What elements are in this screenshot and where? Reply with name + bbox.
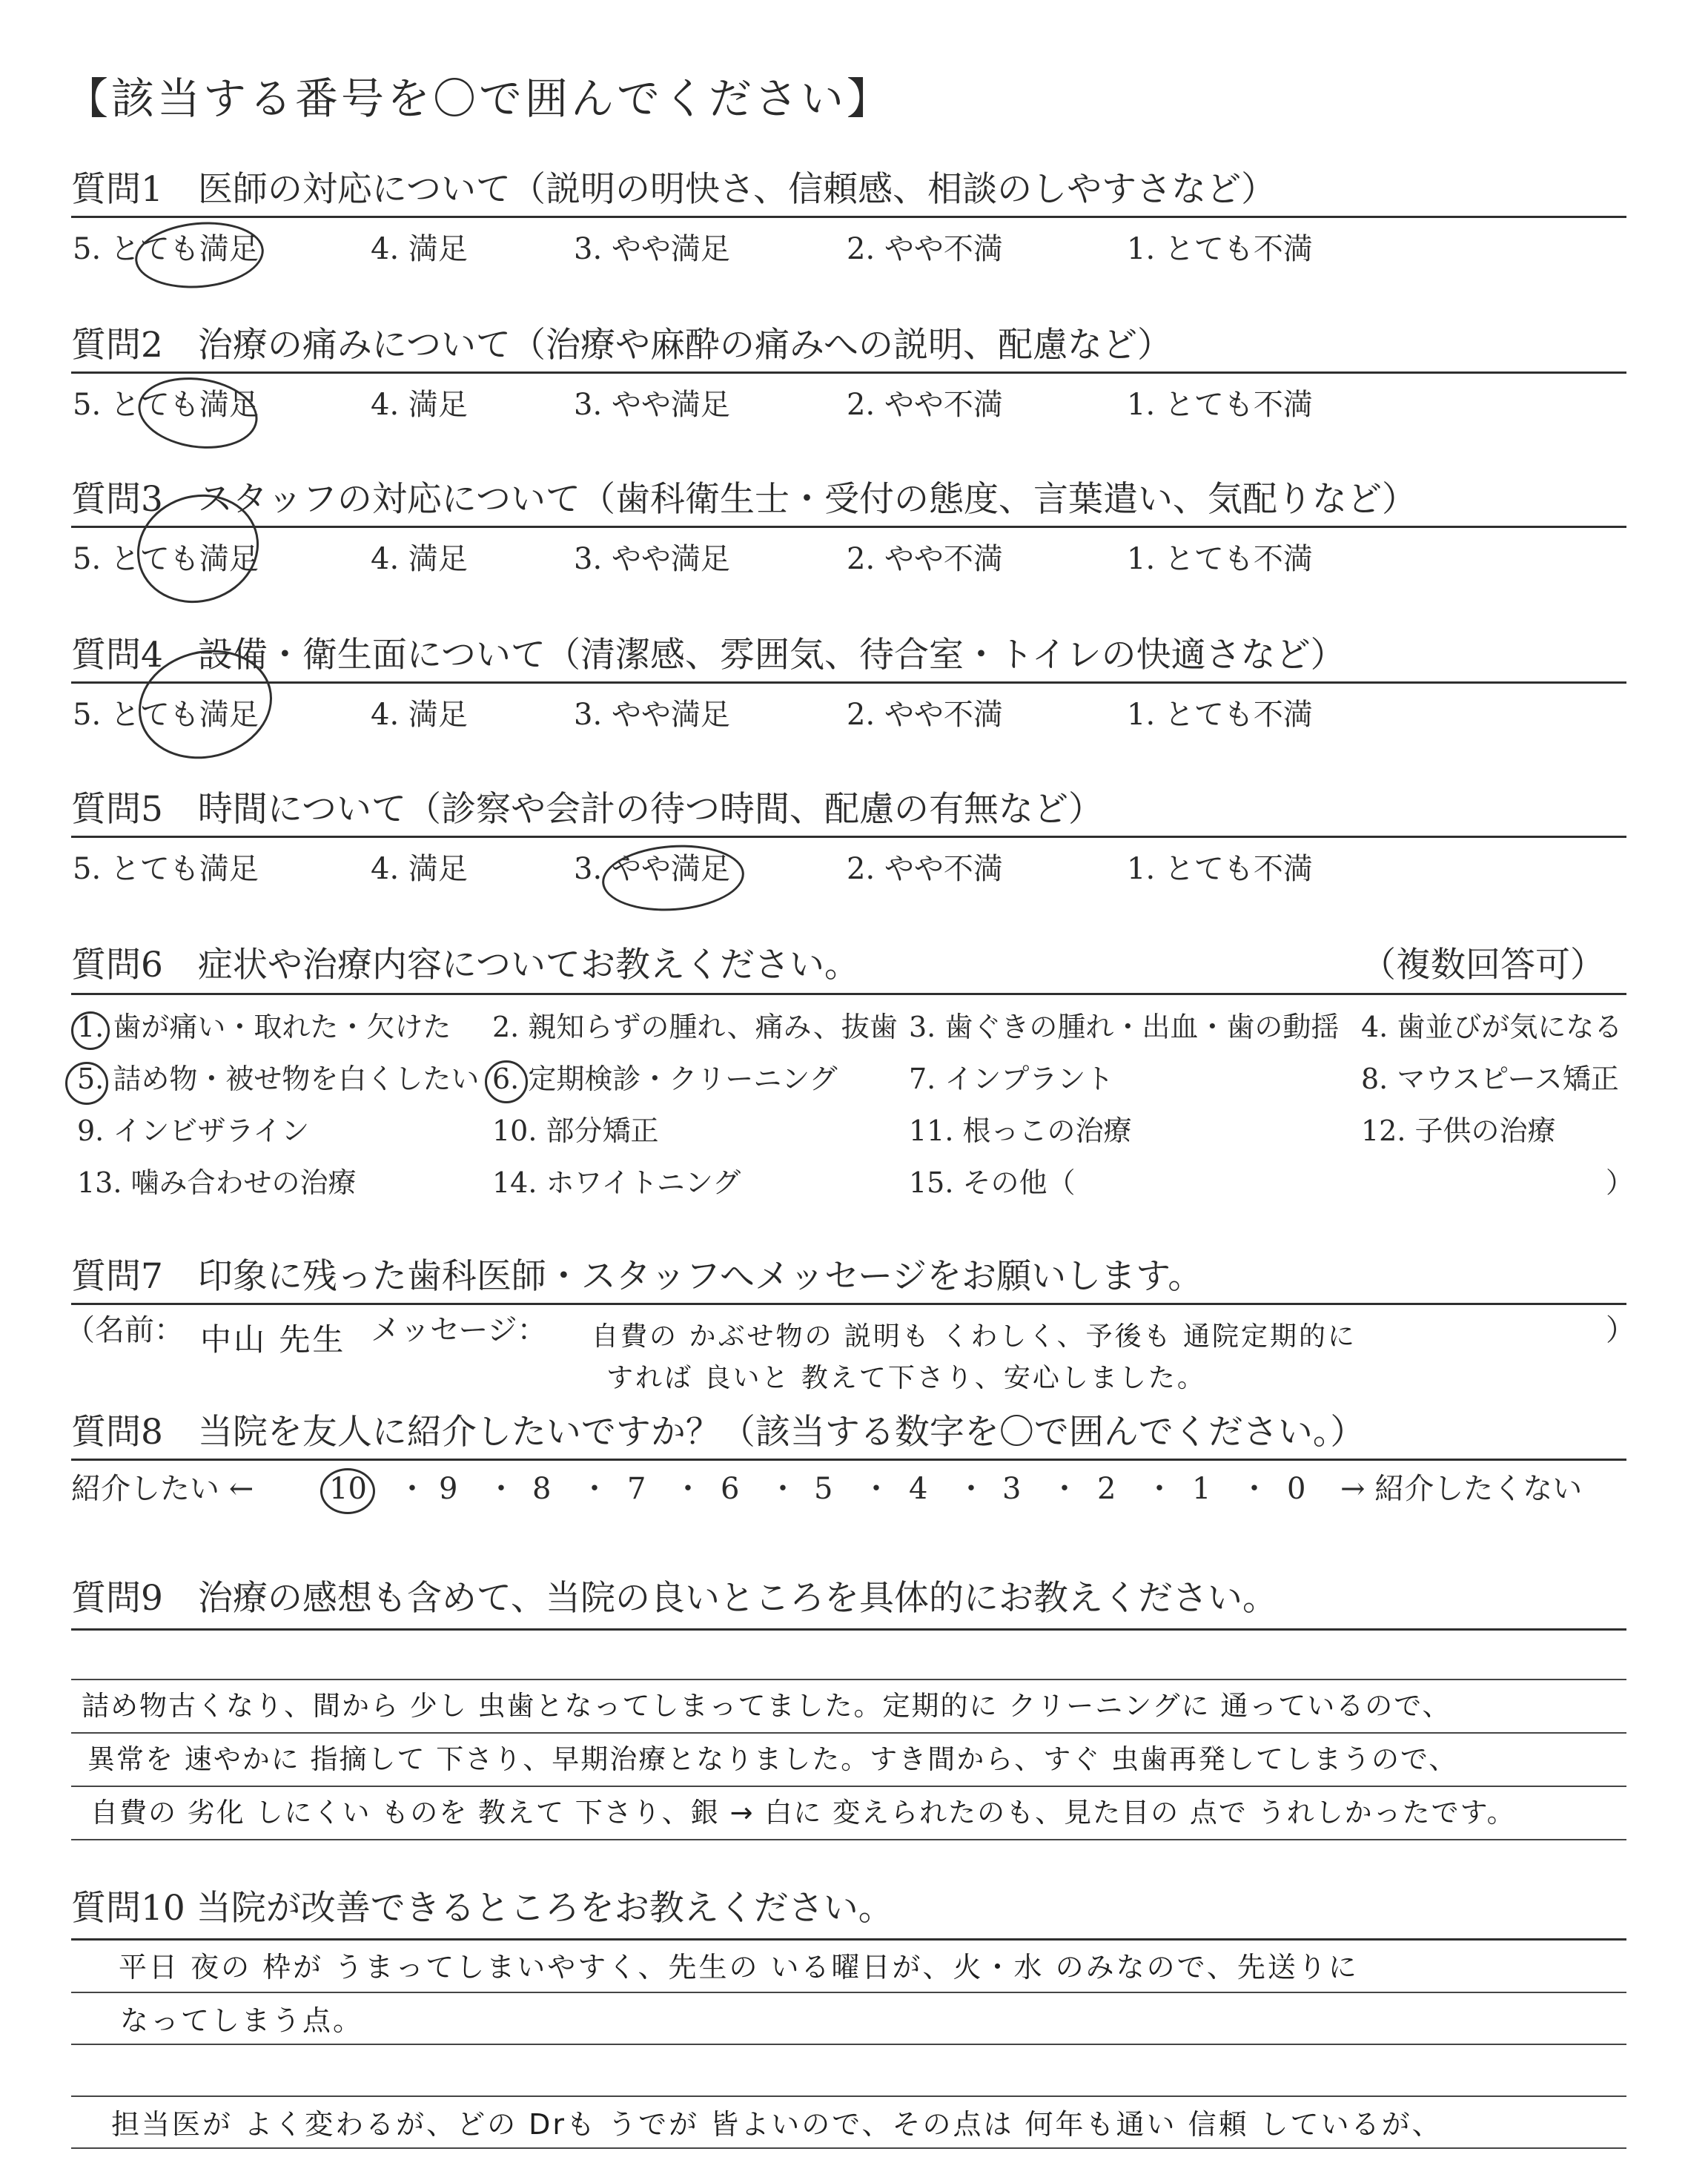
q6-item-9[interactable]: 9. インビザライン	[77, 1114, 310, 1147]
question-9-heading: 質問9 治療の感想も含めて、当院の良いところを具体的にお教えください。	[71, 1578, 1277, 1619]
selection-circle	[65, 1062, 108, 1105]
q4-option-3[interactable]: 3. やや満足	[574, 698, 730, 732]
question-10-heading: 質問10 当院が改善できるところをお教えください。	[71, 1888, 893, 1929]
question-5-heading: 質問5 時間について（診察や会計の待つ時間、配慮の有無など）	[71, 789, 1103, 830]
q1-option-2[interactable]: 2. やや不満	[847, 232, 1003, 266]
question-6-note: （複数回答可）	[1361, 945, 1605, 985]
q7-message-line[interactable]: 自費の かぶせ物の 説明も くわしく、予後も 通院定期的に	[592, 1321, 1357, 1352]
answer-line	[71, 1679, 1626, 1680]
q8-scale-sep: ・	[861, 1472, 891, 1506]
q4-option-5[interactable]: 5. とても満足	[73, 698, 259, 732]
question-7-heading: 質問7 印象に残った歯科医師・スタッフへメッセージをお願いします。	[71, 1256, 1203, 1297]
q8-scale-3[interactable]: 3	[1002, 1472, 1022, 1506]
q5-option-2[interactable]: 2. やや不満	[847, 852, 1003, 886]
q2-option-1[interactable]: 1. とても不満	[1127, 388, 1313, 422]
q6-item-13[interactable]: 13. 噛み合わせの治療	[77, 1166, 357, 1199]
question-3-rule	[71, 526, 1626, 528]
q8-scale-sep: ・	[673, 1472, 703, 1506]
selection-circle	[132, 217, 266, 294]
q6-item-2[interactable]: 2. 親知らずの腫れ、痛み、抜歯	[492, 1011, 898, 1043]
q9-answer-line[interactable]: 異常を 速やかに 指摘して 下さり、早期治療となりました。すき間から、すぐ 虫歯再発してしまうので、	[87, 1743, 1458, 1775]
q8-scale-6[interactable]: 6	[721, 1472, 740, 1506]
q6-item-15-close: ）	[1606, 1166, 1635, 1199]
q3-option-1[interactable]: 1. とても不満	[1127, 542, 1313, 576]
answer-line	[71, 1839, 1626, 1840]
page-title: 【該当する番号を〇で囲んでください】	[65, 73, 893, 124]
q8-scale-7[interactable]: 7	[627, 1472, 646, 1506]
q8-scale-9[interactable]: 9	[439, 1472, 458, 1506]
q1-option-1[interactable]: 1. とても不満	[1127, 232, 1313, 266]
q2-option-3[interactable]: 3. やや満足	[574, 388, 730, 422]
answer-line	[71, 1992, 1626, 1993]
q3-option-2[interactable]: 2. やや不満	[847, 542, 1003, 576]
question-6-rule	[71, 993, 1626, 995]
q6-item-3[interactable]: 3. 歯ぐきの腫れ・出血・歯の動揺	[909, 1011, 1340, 1043]
selection-circle	[485, 1060, 528, 1103]
q6-item-12[interactable]: 12. 子供の治療	[1361, 1114, 1556, 1147]
q8-scale-sep: ・	[397, 1472, 427, 1506]
q1-option-5[interactable]: 5. とても満足	[73, 232, 259, 266]
q6-item-4[interactable]: 4. 歯並びが気になる	[1361, 1011, 1623, 1043]
question-4-rule	[71, 681, 1626, 684]
question-1-rule	[71, 216, 1626, 218]
q2-option-5[interactable]: 5. とても満足	[73, 388, 259, 422]
q8-scale-sep: ・	[956, 1472, 986, 1506]
q7-name-value[interactable]: 中山 先生	[200, 1321, 346, 1358]
q8-scale-sep: ・	[486, 1472, 516, 1506]
q5-option-4[interactable]: 4. 満足	[371, 852, 468, 886]
selection-circle	[320, 1468, 375, 1514]
question-2-rule	[71, 371, 1626, 374]
question-8-heading: 質問8 当院を友人に紹介したいですか？（該当する数字を〇で囲んでください。）	[71, 1412, 1366, 1453]
q5-option-3[interactable]: 3. やや満足	[574, 852, 730, 886]
question-5-rule	[71, 836, 1626, 838]
q3-option-4[interactable]: 4. 満足	[371, 542, 468, 576]
q8-scale-8[interactable]: 8	[532, 1472, 552, 1506]
q4-option-4[interactable]: 4. 満足	[371, 698, 468, 732]
q1-option-3[interactable]: 3. やや満足	[574, 232, 730, 266]
question-9-rule	[71, 1628, 1626, 1631]
q8-scale-10[interactable]: 10	[329, 1472, 367, 1506]
q4-option-1[interactable]: 1. とても不満	[1127, 698, 1313, 732]
q5-option-5[interactable]: 5. とても満足	[73, 852, 259, 886]
q8-scale-sep: ・	[1050, 1472, 1079, 1506]
q5-option-1[interactable]: 1. とても不満	[1127, 852, 1313, 886]
answer-line	[71, 1732, 1626, 1734]
q6-item-15[interactable]: 15. その他（	[909, 1166, 1076, 1199]
q6-item-14[interactable]: 14. ホワイトニング	[492, 1166, 741, 1199]
q7-message-line[interactable]: すれば 良いと 教えて下さり、安心しました。	[606, 1363, 1206, 1393]
selection-circle	[71, 1011, 110, 1050]
q3-option-3[interactable]: 3. やや満足	[574, 542, 730, 576]
q8-scale-sep: ・	[768, 1472, 798, 1506]
q8-scale-5[interactable]: 5	[814, 1472, 833, 1506]
question-6-heading: 質問6 症状や治療内容についてお教えください。	[71, 945, 859, 985]
q8-scale-4[interactable]: 4	[909, 1472, 928, 1506]
q2-option-2[interactable]: 2. やや不満	[847, 388, 1003, 422]
q9-answer-line[interactable]: 自費の 劣化 しにくい ものを 教えて 下さり、銀 → 白に 変えられたのも、見た目の 点で うれしかったです。	[90, 1797, 1516, 1829]
q1-option-4[interactable]: 4. 満足	[371, 232, 468, 266]
q6-item-6[interactable]: 6. 定期検診・クリーニング	[492, 1063, 838, 1095]
answer-line	[71, 2095, 1626, 2097]
q6-item-11[interactable]: 11. 根っこの治療	[909, 1114, 1132, 1147]
q8-scale-2[interactable]: 2	[1097, 1472, 1116, 1506]
q8-right-label: → 紹介したくない	[1340, 1472, 1583, 1506]
q7-close-paren: ）	[1606, 1313, 1635, 1347]
q8-scale-sep: ・	[1239, 1472, 1269, 1506]
answer-line	[71, 1786, 1626, 1787]
selection-circle	[133, 370, 262, 456]
question-7-rule	[71, 1303, 1626, 1305]
q10-answer-line[interactable]: なってしまう点。	[120, 2004, 364, 2037]
question-3-heading: 質問3 スタッフの対応について（歯科衛生士・受付の態度、言葉遣い、気配りなど）	[71, 479, 1417, 520]
answer-line	[71, 2147, 1626, 2149]
q2-option-4[interactable]: 4. 満足	[371, 388, 468, 422]
q3-option-5[interactable]: 5. とても満足	[73, 542, 259, 576]
q9-answer-line[interactable]: 詰め物古くなり、間から 少し 虫歯となってしまってました。定期的に クリーニングに 通っているので、	[82, 1690, 1452, 1722]
answer-line	[71, 2044, 1626, 2045]
q6-item-5[interactable]: 5. 詰め物・被せ物を白くしたい	[77, 1063, 480, 1095]
q8-left-label: 紹介したい ←	[71, 1472, 254, 1506]
q6-item-10[interactable]: 10. 部分矯正	[492, 1114, 659, 1147]
q6-item-7[interactable]: 7. インプラント	[909, 1063, 1114, 1095]
q7-name-label: （名前：	[65, 1313, 184, 1347]
q8-scale-0[interactable]: 0	[1287, 1472, 1306, 1506]
q10-answer-line[interactable]: 平日 夜の 枠が うまってしまいやすく、先生の いる曜日が、火・水 のみなので、先送りに	[119, 1951, 1359, 1984]
question-4-heading: 質問4 設備・衛生面について（清潔感、雰囲気、待合室・トイレの快適さなど）	[71, 635, 1345, 676]
q7-message-label: メッセージ：	[371, 1313, 547, 1347]
q6-item-8[interactable]: 8. マウスピース矯正	[1361, 1063, 1619, 1095]
question-2-heading: 質問2 治療の痛みについて（治療や麻酔の痛みへの説明、配慮など）	[71, 325, 1173, 366]
q6-item-1[interactable]: 1. 歯が痛い・取れた・欠けた	[77, 1011, 451, 1043]
question-10-rule	[71, 1938, 1626, 1941]
q4-option-2[interactable]: 2. やや不満	[847, 698, 1003, 732]
question-8-rule	[71, 1459, 1626, 1461]
q8-scale-1[interactable]: 1	[1192, 1472, 1211, 1506]
q8-scale-sep: ・	[1145, 1472, 1174, 1506]
question-1-heading: 質問1 医師の対応について（説明の明快さ、信頼感、相談のしやすさなど）	[71, 169, 1277, 210]
q10-answer-line[interactable]: 担当医が よく変わるが、どの Drも うでが 皆よいので、その点は 何年も通い 信頼 しているが、	[111, 2108, 1443, 2141]
q8-scale-sep: ・	[580, 1472, 609, 1506]
